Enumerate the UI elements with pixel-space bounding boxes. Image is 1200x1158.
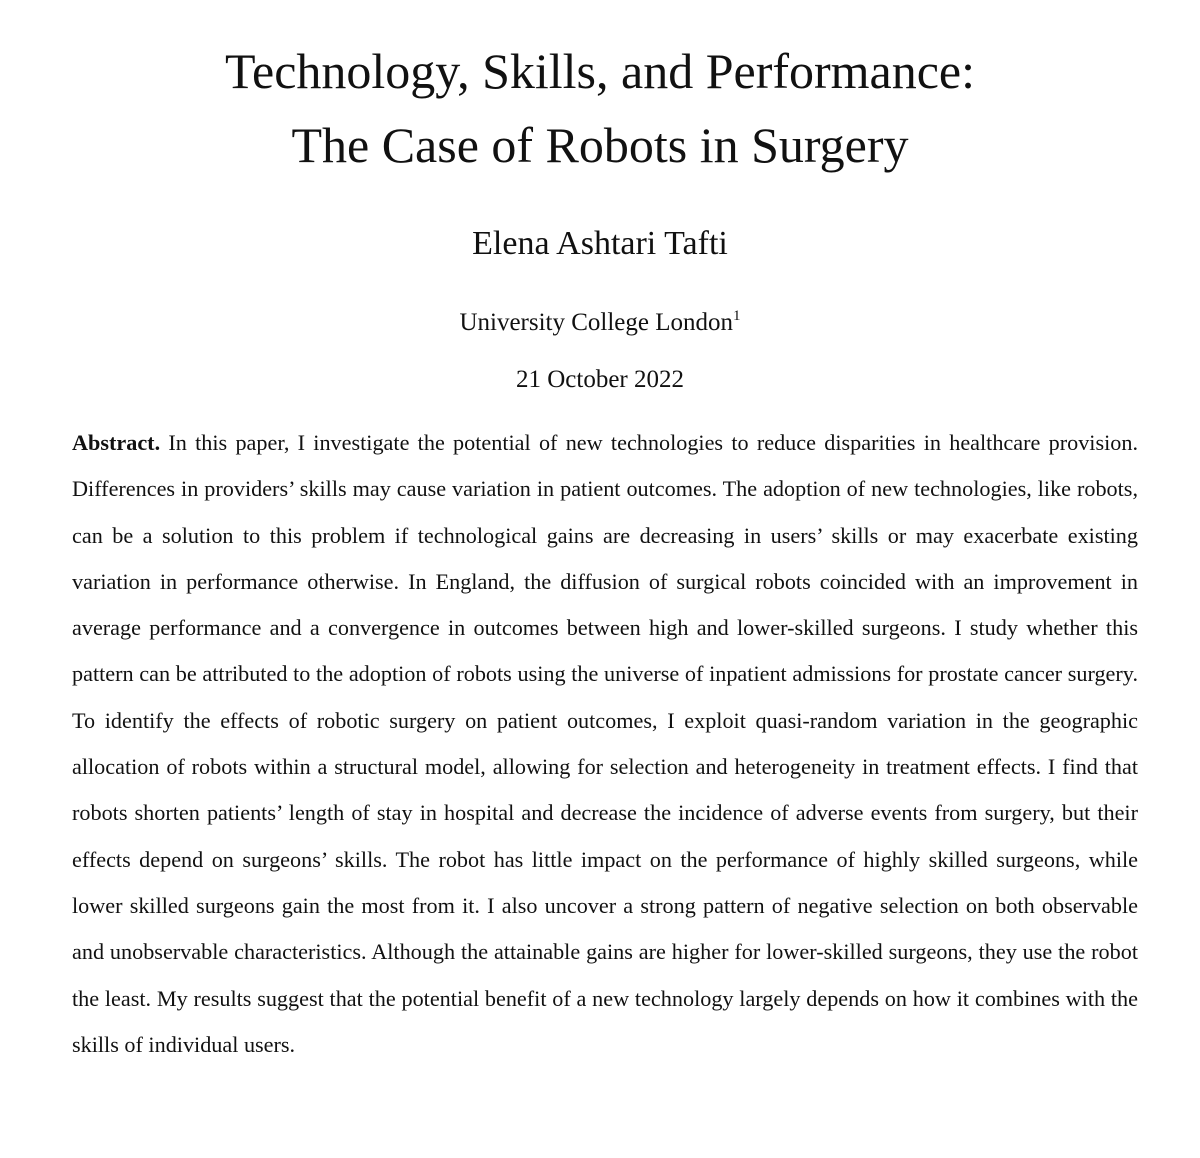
affiliation-text: University College London <box>459 309 734 336</box>
author-name: Elena Ashtari Tafti <box>472 225 728 262</box>
title-line-1: Technology, Skills, and Performance: <box>224 43 976 99</box>
paper-title <box>0 34 1200 182</box>
title-line-2: The Case of Robots in Surgery <box>291 117 909 173</box>
affiliation-footnote-marker: 1 <box>733 308 741 324</box>
abstract-label: Abstract. <box>72 430 161 455</box>
abstract-text: In this paper, I investigate the potential of new technologies to reduce disparities in healthcare provision. Differences in providers’ skills may cause variation in patient outcomes. The adoption of new technologies, like robots, can be a solution to this problem if technological gains are decreasing in users’ skills or may exacerbate existing variation in performance otherwise. In England, the diffusion of surgical robots coincided with an improvement in average performance and a convergence in outcomes between high and lower-skilled surgeons. I study whether this pattern can be attributed to the adoption of robots using the universe of inpatient admissions for prostate cancer surgery. To identify the effects of robotic surgery on patient outcomes, I exploit quasi-random variation in the geographic allocation of robots within a structural model, allowing for selection and heterogeneity in treatment effects. I find that robots shorten patients’ length of stay in hospital and decrease the incidence of adverse events from surgery, but their effects depend on surgeons’ skills. The robot has little impact on the performance of highly skilled surgeons, while lower skilled surgeons gain the most from it. I also uncover a strong pattern of negative selection on both observable and unobservable characteristics. Although the attainable gains are higher for lower-skilled surgeons, they use the robot the least. My results suggest that the potential benefit of a new technology largely depends on how it combines with the skills of individual users. <box>72 430 1138 1057</box>
paper-date: 21 October 2022 <box>515 366 685 393</box>
affiliation <box>0 303 1200 343</box>
abstract <box>72 420 1138 1068</box>
